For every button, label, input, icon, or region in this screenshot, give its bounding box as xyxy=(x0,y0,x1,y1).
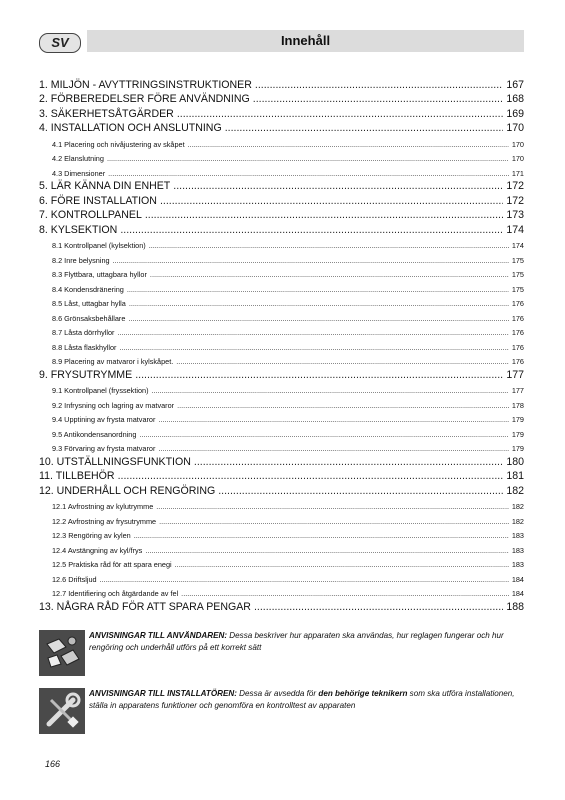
toc-entry-label: 12.7 Identifiering och åtgärdande av fel xyxy=(52,589,179,598)
cleaning-sponges-icon xyxy=(39,630,85,676)
toc-subsection-entry xyxy=(39,381,524,396)
toc-dot-leader xyxy=(175,560,509,569)
table-of-contents xyxy=(39,76,524,613)
installer-instructions-notice xyxy=(39,688,524,734)
toc-section-entry xyxy=(39,120,524,135)
toc-entry-label: 4.1 Placering och nivåjustering av skåpet xyxy=(52,139,185,149)
toc-dot-leader xyxy=(117,328,508,337)
toc-entry-label: 7. KONTROLLPANEL xyxy=(39,209,142,221)
toc-entry-label: 8. KYLSEKTION xyxy=(39,223,118,236)
toc-subsection-entry xyxy=(39,250,524,265)
user-notice-heading: ANVISNINGAR TILL ANVÄNDAREN: xyxy=(89,631,228,640)
toc-entry-page: 183 xyxy=(511,531,524,540)
toc-subsection-entry xyxy=(39,134,524,149)
toc-entry-page: 175 xyxy=(511,255,524,265)
toc-entry-page: 188 xyxy=(506,600,524,613)
installer-notice-heading: ANVISNINGAR TILL INSTALLATÖREN: xyxy=(89,689,237,698)
toc-dot-leader xyxy=(139,430,508,439)
toc-entry-label: 12.5 Praktiska råd för att spara enegi xyxy=(52,560,172,569)
toc-dot-leader xyxy=(158,415,508,424)
installer-notice-text xyxy=(89,688,524,712)
toc-dot-leader xyxy=(160,195,503,207)
wrench-screwdriver-icon xyxy=(39,688,85,734)
toc-dot-leader xyxy=(145,209,503,221)
toc-entry-label: 8.3 Flyttbara, uttagbara hyllor xyxy=(52,270,147,279)
toc-section-entry xyxy=(39,221,524,236)
toc-entry-page: 181 xyxy=(506,470,524,482)
toc-entry-page: 179 xyxy=(511,429,524,439)
toc-dot-leader xyxy=(173,180,503,192)
toc-entry-page: 171 xyxy=(511,168,524,178)
toc-dot-leader xyxy=(177,108,504,120)
user-notice-body: Dessa beskriver hur apparaten ska användas, hur reglagen fungerar och hur rengöring och underhåll utförs på ett korrekt sätt xyxy=(89,631,504,652)
toc-subsection-entry xyxy=(39,294,524,309)
toc-subsection-entry xyxy=(39,526,524,541)
toc-subsection-entry xyxy=(39,163,524,178)
toc-entry-page: 170 xyxy=(511,154,524,163)
toc-entry-page: 174 xyxy=(511,241,524,250)
toc-dot-leader xyxy=(118,470,504,482)
toc-dot-leader xyxy=(158,444,508,453)
toc-entry-page: 175 xyxy=(511,284,524,294)
toc-entry-page: 183 xyxy=(511,560,524,569)
language-badge: SV xyxy=(39,33,81,53)
toc-entry-page: 179 xyxy=(511,444,524,453)
toc-entry-page: 180 xyxy=(506,455,524,468)
toc-dot-leader xyxy=(254,601,503,613)
toc-subsection-entry xyxy=(39,511,524,526)
toc-subsection-entry xyxy=(39,497,524,512)
toc-subsection-entry xyxy=(39,337,524,352)
installer-notice-body-end: som ska utföra installationen, ställa in apparatens funktioner och genomföra en kontrolltest av apparaten xyxy=(89,689,515,710)
toc-entry-label: 4.2 Elanslutning xyxy=(52,154,104,163)
toc-subsection-entry xyxy=(39,323,524,338)
toc-dot-leader xyxy=(176,357,509,366)
toc-entry-page: 182 xyxy=(506,484,524,497)
user-notice-text xyxy=(89,630,524,654)
toc-entry-label: 9.2 Infrysning och lagring av matvaror xyxy=(52,400,175,410)
toc-section-entry xyxy=(39,453,524,468)
toc-section-entry xyxy=(39,207,524,222)
toc-entry-label: 4.3 Dimensioner xyxy=(52,168,106,178)
toc-subsection-entry xyxy=(39,395,524,410)
toc-section-entry xyxy=(39,482,524,497)
toc-dot-leader xyxy=(177,401,509,410)
toc-entry-label: 12. UNDERHÅLL OCH RENGÖRING xyxy=(39,484,216,497)
toc-entry-page: 183 xyxy=(511,545,524,555)
toc-entry-page: 175 xyxy=(511,270,524,279)
toc-dot-leader xyxy=(145,546,508,555)
toc-entry-label: 3. SÄKERHETSÅTGÄRDER xyxy=(39,107,174,120)
page-number: 166 xyxy=(45,759,61,769)
toc-entry-label: 8.6 Grönsaksbehållare xyxy=(52,313,126,323)
toc-dot-leader xyxy=(188,140,509,149)
toc-dot-leader xyxy=(135,369,503,381)
toc-entry-page: 174 xyxy=(506,223,524,236)
toc-entry-label: 12.2 Avfrostning av frysutrymme xyxy=(52,516,157,526)
toc-section-entry xyxy=(39,468,524,483)
toc-entry-label: 8.1 Kontrollpanel (kylsektion) xyxy=(52,241,146,250)
toc-section-entry xyxy=(39,178,524,193)
toc-entry-label: 8.5 Låst, uttagbar hylla xyxy=(52,299,126,308)
toc-dot-leader xyxy=(134,531,509,540)
toc-entry-label: 12.1 Avfrostning av kylutrymme xyxy=(52,502,154,511)
toc-subsection-entry xyxy=(39,279,524,294)
toc-dot-leader xyxy=(150,270,509,279)
toc-entry-page: 178 xyxy=(511,400,524,410)
toc-section-entry xyxy=(39,76,524,91)
toc-entry-page: 170 xyxy=(506,122,524,134)
toc-entry-page: 184 xyxy=(511,589,524,598)
toc-entry-page: 168 xyxy=(506,93,524,105)
installer-notice-emphasis: den behörige teknikern xyxy=(318,689,408,698)
toc-entry-label: 9.4 Upptining av frysta matvaror xyxy=(52,415,156,424)
toc-dot-leader xyxy=(225,122,504,134)
toc-dot-leader xyxy=(255,79,503,91)
toc-entry-page: 170 xyxy=(511,139,524,149)
toc-entry-label: 8.8 Låsta flaskhyllor xyxy=(52,342,117,352)
toc-dot-leader xyxy=(120,224,503,236)
toc-entry-label: 1. MILJÖN - AVYTTRINGSINSTRUKTIONER xyxy=(39,78,252,91)
toc-subsection-entry xyxy=(39,410,524,425)
toc-entry-page: 182 xyxy=(511,516,524,526)
page-title: Innehåll xyxy=(87,30,524,52)
toc-entry-label: 5. LÄR KÄNNA DIN ENHET xyxy=(39,180,171,192)
toc-subsection-entry xyxy=(39,265,524,280)
toc-entry-label: 9.5 Antikondensanordning xyxy=(52,429,137,439)
toc-entry-label: 11. TILLBEHÖR xyxy=(39,470,115,482)
toc-entry-page: 176 xyxy=(511,342,524,352)
toc-entry-label: 12.4 Avstängning av kyl/frys xyxy=(52,545,143,555)
toc-subsection-entry xyxy=(39,236,524,251)
toc-subsection-entry xyxy=(39,540,524,555)
toc-dot-leader xyxy=(108,169,509,178)
toc-entry-label: 8.2 Inre belysning xyxy=(52,255,110,265)
toc-entry-label: 6. FÖRE INSTALLATION xyxy=(39,194,157,207)
toc-entry-page: 176 xyxy=(511,357,524,366)
toc-entry-page: 167 xyxy=(506,78,524,91)
toc-subsection-entry xyxy=(39,308,524,323)
toc-dot-leader xyxy=(181,589,509,598)
toc-entry-page: 176 xyxy=(511,299,524,308)
toc-dot-leader xyxy=(128,314,508,323)
toc-dot-leader xyxy=(129,299,509,308)
toc-entry-label: 8.7 Låsta dörrhyllor xyxy=(52,328,115,337)
toc-entry-label: 9.3 Förvaring av frysta matvaror xyxy=(52,444,156,453)
toc-entry-page: 179 xyxy=(511,415,524,424)
toc-entry-page: 172 xyxy=(506,180,524,192)
toc-subsection-entry xyxy=(39,352,524,367)
toc-dot-leader xyxy=(113,256,509,265)
toc-entry-label: 8.4 Kondensdränering xyxy=(52,284,124,294)
toc-entry-label: 9.1 Kontrollpanel (fryssektion) xyxy=(52,386,149,395)
toc-entry-page: 169 xyxy=(506,107,524,120)
toc-subsection-entry xyxy=(39,584,524,599)
toc-dot-leader xyxy=(253,93,504,105)
toc-entry-label: 9. FRYSUTRYMME xyxy=(39,368,133,381)
toc-entry-label: 12.3 Rengöring av kylen xyxy=(52,531,131,540)
user-instructions-notice xyxy=(39,630,524,676)
toc-entry-page: 172 xyxy=(506,194,524,207)
toc-dot-leader xyxy=(100,575,509,584)
toc-subsection-entry xyxy=(39,555,524,570)
toc-dot-leader xyxy=(159,517,509,526)
toc-dot-leader xyxy=(156,502,509,511)
toc-section-entry xyxy=(39,598,524,613)
toc-entry-label: 13. NÅGRA RÅD FÖR ATT SPARA PENGAR xyxy=(39,600,251,613)
toc-section-entry xyxy=(39,91,524,106)
toc-entry-label: 10. UTSTÄLLNINGSFUNKTION xyxy=(39,455,191,468)
toc-entry-label: 12.6 Driftsljud xyxy=(52,574,97,584)
installer-notice-body: Dessa är avsedda för xyxy=(236,689,319,698)
toc-subsection-entry xyxy=(39,424,524,439)
toc-entry-page: 173 xyxy=(506,209,524,221)
toc-section-entry xyxy=(39,366,524,381)
toc-dot-leader xyxy=(107,154,509,163)
toc-entry-page: 182 xyxy=(511,502,524,511)
toc-dot-leader xyxy=(120,343,509,352)
toc-dot-leader xyxy=(127,285,509,294)
toc-entry-page: 177 xyxy=(511,386,524,395)
toc-dot-leader xyxy=(218,485,503,497)
toc-dot-leader xyxy=(194,456,503,468)
toc-subsection-entry xyxy=(39,149,524,164)
toc-dot-leader xyxy=(152,386,509,395)
toc-subsection-entry xyxy=(39,439,524,454)
toc-entry-label: 8.9 Placering av matvaror i kylskåpet. xyxy=(52,357,174,366)
toc-dot-leader xyxy=(149,241,509,250)
toc-subsection-entry xyxy=(39,569,524,584)
toc-entry-page: 177 xyxy=(506,368,524,381)
toc-section-entry xyxy=(39,192,524,207)
toc-entry-page: 184 xyxy=(511,574,524,584)
toc-entry-page: 176 xyxy=(511,328,524,337)
toc-section-entry xyxy=(39,105,524,120)
toc-entry-page: 176 xyxy=(511,313,524,323)
toc-entry-label: 4. INSTALLATION OCH ANSLUTNING xyxy=(39,122,222,134)
toc-entry-label: 2. FÖRBEREDELSER FÖRE ANVÄNDNING xyxy=(39,93,250,105)
